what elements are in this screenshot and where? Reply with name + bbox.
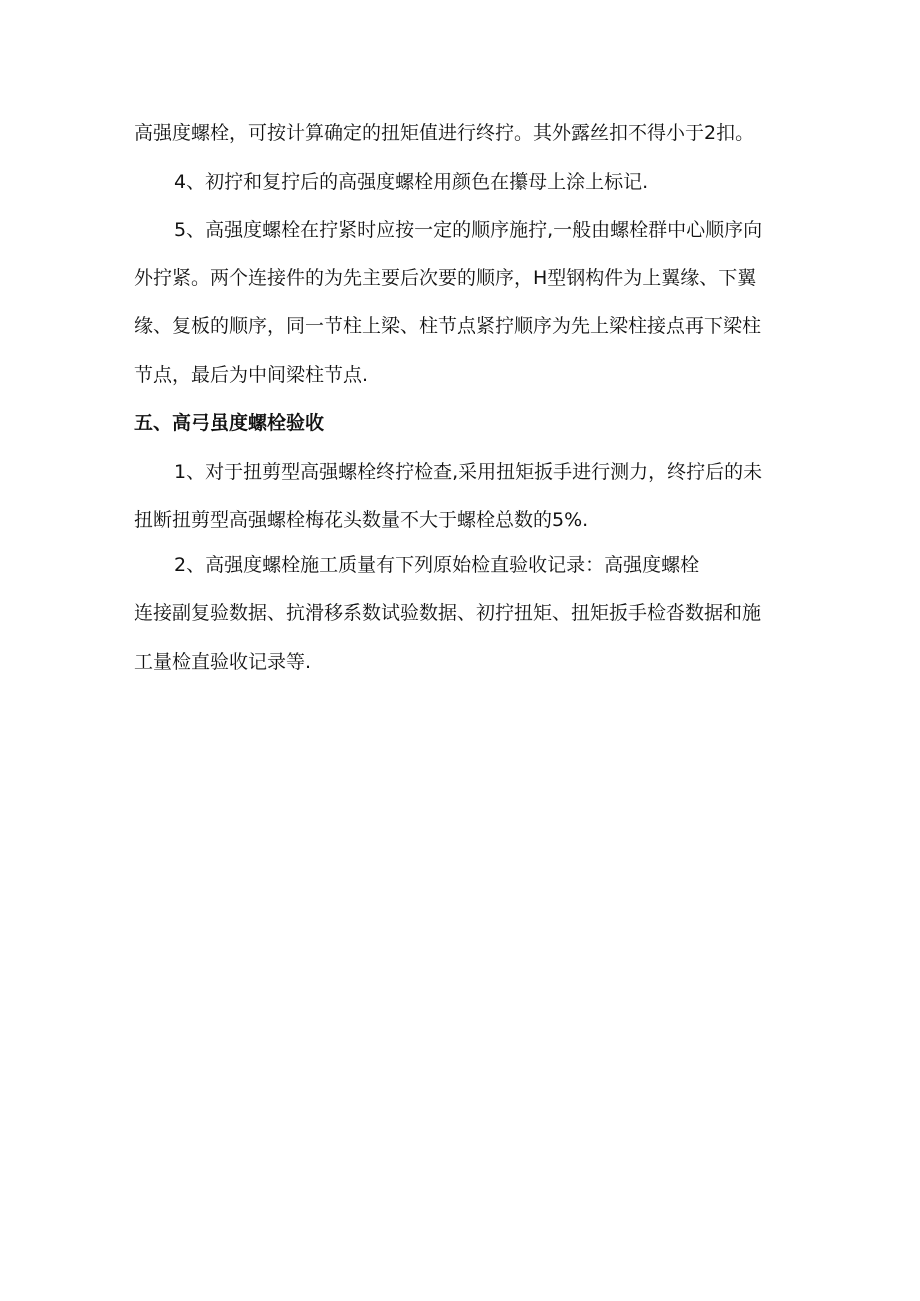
paragraph-line: 缘、复板的顺序，同一节柱上梁、柱节点紧拧顺序为先上梁柱接点再下梁柱 [134, 315, 762, 337]
paragraph-line: 高强度螺栓，可按计算确定的扭矩值进行终拧。其外露丝扣不得小于2扣。 [134, 122, 755, 144]
paragraph-line: 节点，最后为中间梁柱节点. [134, 364, 369, 386]
paragraph-line: 外拧紧。两个连接件的为先主要后次要的顺序，H型钢构件为上翼缘、下翼 [134, 267, 757, 289]
paragraph-line: 扭断扭剪型高强螺栓梅花头数量不大于螺栓总数的5%. [134, 509, 589, 531]
paragraph-line: 5、高强度螺栓在拧紧时应按一定的顺序施拧,一般由螺栓群中心顺序向 [174, 219, 763, 241]
paragraph-line: 连接副复验数据、抗滑移系数试验数据、初拧扭矩、扭矩扳手检沓数据和施 [134, 602, 762, 624]
section-heading: 五、高弓虽度螺栓验收 [134, 412, 325, 434]
paragraph-line: 1、对于扭剪型高强螺栓终拧检查,采用扭矩扳手进行测力，终拧后的未 [174, 461, 763, 483]
paragraph-line: 2、高强度螺栓施工质量有下列原始检直验收记录：高强度螺栓 [174, 554, 700, 576]
paragraph-line: 4、初拧和复拧后的高强度螺栓用颜色在攥母上涂上标记. [174, 171, 649, 193]
paragraph-line: 工量检直验收记录等. [134, 651, 312, 673]
